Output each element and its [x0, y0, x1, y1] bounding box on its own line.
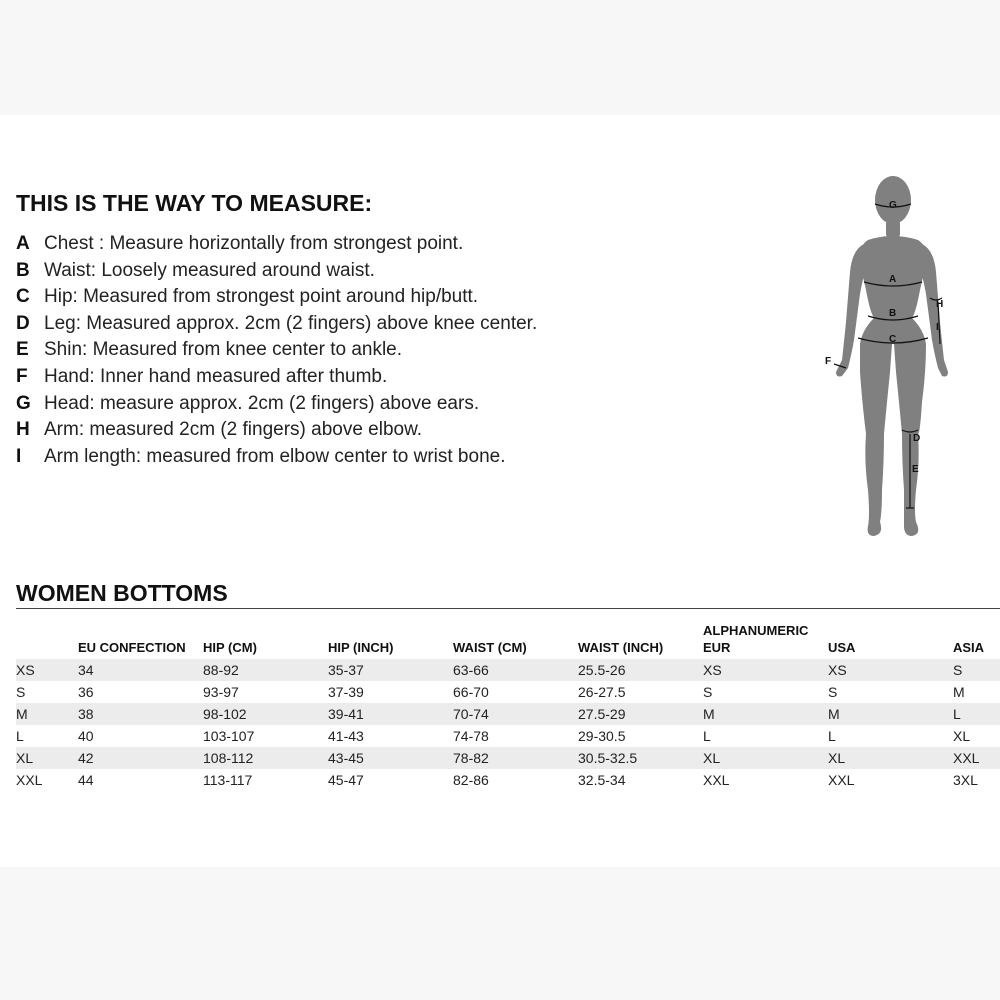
- size-table: [16, 618, 1000, 791]
- measure-text: Chest : Measure horizontally from strongest point.: [44, 233, 464, 254]
- table-cell: 82-86: [453, 769, 578, 791]
- table-cell: 98-102: [203, 703, 328, 725]
- measure-text: Leg: Measured approx. 2cm (2 fingers) above knee center.: [44, 312, 538, 334]
- table-cell: 26-27.5: [578, 681, 703, 703]
- table-cell: 29-30.5: [578, 725, 703, 747]
- table-cell: L: [703, 725, 828, 747]
- table-cell: S: [953, 659, 1000, 681]
- measure-text: Hand: Inner hand measured after thumb.: [44, 365, 388, 387]
- table-cell: 78-82: [453, 747, 578, 769]
- table-header-row: [16, 618, 1000, 659]
- table-cell: 70-74: [453, 703, 578, 725]
- column-header: HIP (CM): [203, 640, 257, 655]
- measure-letter: I: [16, 445, 22, 467]
- figure-label-b: B: [889, 308, 897, 319]
- table-cell: XL: [953, 725, 1000, 747]
- body-figure-illustration: [812, 172, 962, 542]
- table-cell: 37-39: [328, 681, 453, 703]
- table-cell: 42: [78, 747, 203, 769]
- measure-item: [16, 365, 537, 392]
- table-cell: 30.5-32.5: [578, 747, 703, 769]
- table-cell: XS: [703, 659, 828, 681]
- column-header: EU CONFECTION: [78, 640, 186, 655]
- table-cell: XS: [828, 659, 953, 681]
- table-cell: XXL: [16, 769, 78, 791]
- table-cell: 88-92: [203, 659, 328, 681]
- table-cell: XXL: [703, 769, 828, 791]
- table-cell: 38: [78, 703, 203, 725]
- table-row: [16, 681, 1000, 703]
- table-cell: 36: [78, 681, 203, 703]
- measure-text: Arm: measured 2cm (2 fingers) above elbow.: [44, 419, 423, 441]
- table-row: [16, 703, 1000, 725]
- table-cell: 44: [78, 769, 203, 791]
- table-cell: L: [828, 725, 953, 747]
- measure-heading: THIS IS THE WAY TO MEASURE:: [16, 190, 373, 216]
- measure-letter: C: [16, 286, 30, 308]
- table-cell: 93-97: [203, 681, 328, 703]
- measure-text: Shin: Measured from knee center to ankle.: [44, 339, 403, 361]
- measure-text: Head: measure approx. 2cm (2 fingers) above ears.: [44, 392, 480, 414]
- figure-label-d: D: [913, 433, 921, 444]
- column-header: WAIST (CM): [453, 640, 527, 655]
- table-title: WOMEN BOTTOMS: [16, 580, 228, 606]
- table-cell: XL: [16, 747, 78, 769]
- measure-letter: E: [16, 339, 29, 361]
- table-cell: XXL: [953, 747, 1000, 769]
- table-cell: XL: [828, 747, 953, 769]
- measure-letter: G: [16, 392, 31, 414]
- figure-label-c: C: [889, 334, 897, 345]
- table-cell: 103-107: [203, 725, 328, 747]
- measure-letter: D: [16, 312, 30, 334]
- table-cell: 32.5-34: [578, 769, 703, 791]
- measure-text: Waist: Loosely measured around waist.: [44, 259, 375, 281]
- measure-letter: B: [16, 259, 30, 281]
- measure-item: [16, 232, 537, 259]
- measure-list: [16, 232, 537, 471]
- table-cell: 27.5-29: [578, 703, 703, 725]
- body-silhouette: [836, 176, 948, 536]
- table-cell: S: [703, 681, 828, 703]
- table-cell: 74-78: [453, 725, 578, 747]
- column-header: ALPHANUMERIC EUR: [703, 623, 809, 655]
- measure-text: Hip: Measured from strongest point around hip/butt.: [44, 286, 479, 308]
- table-cell: 43-45: [328, 747, 453, 769]
- measure-text: Arm length: measured from elbow center to wrist bone.: [44, 445, 506, 467]
- table-cell: 113-117: [203, 769, 328, 791]
- table-cell: M: [953, 681, 1000, 703]
- measure-item: [16, 418, 537, 445]
- table-row: [16, 725, 1000, 747]
- column-header: [16, 618, 78, 659]
- table-cell: S: [828, 681, 953, 703]
- table-cell: 66-70: [453, 681, 578, 703]
- figure-label-i: I: [936, 322, 939, 333]
- column-header: WAIST (INCH): [578, 640, 664, 655]
- table-cell: 40: [78, 725, 203, 747]
- figure-label-h: H: [936, 299, 944, 310]
- table-cell: 34: [78, 659, 203, 681]
- table-cell: XL: [703, 747, 828, 769]
- table-cell: S: [16, 681, 78, 703]
- table-cell: 63-66: [453, 659, 578, 681]
- column-header: ASIA: [953, 640, 985, 655]
- figure-label-a: A: [889, 274, 897, 285]
- table-cell: 25.5-26: [578, 659, 703, 681]
- table-cell: 3XL: [953, 769, 1000, 791]
- measure-letter: F: [16, 365, 28, 387]
- table-cell: 45-47: [328, 769, 453, 791]
- figure-label-f: F: [825, 356, 832, 367]
- table-cell: M: [703, 703, 828, 725]
- table-cell: M: [16, 703, 78, 725]
- table-cell: M: [828, 703, 953, 725]
- table-cell: L: [16, 725, 78, 747]
- column-header: HIP (INCH): [328, 640, 394, 655]
- measure-item: [16, 392, 537, 419]
- figure-label-g: G: [889, 200, 897, 211]
- table-row: [16, 659, 1000, 681]
- table-cell: XS: [16, 659, 78, 681]
- measure-item: [16, 259, 537, 286]
- table-cell: 108-112: [203, 747, 328, 769]
- table-cell: 39-41: [328, 703, 453, 725]
- measure-letter: H: [16, 419, 30, 441]
- table-cell: L: [953, 703, 1000, 725]
- measure-item: [16, 312, 537, 339]
- table-row: [16, 747, 1000, 769]
- measure-item: [16, 285, 537, 312]
- figure-label-e: E: [912, 464, 919, 475]
- table-row: [16, 769, 1000, 791]
- measure-item: [16, 338, 537, 365]
- title-divider: [16, 608, 1000, 609]
- column-header: USA: [828, 640, 856, 655]
- table-cell: 41-43: [328, 725, 453, 747]
- measure-letter: A: [16, 233, 30, 254]
- table-cell: 35-37: [328, 659, 453, 681]
- table-cell: XXL: [828, 769, 953, 791]
- measure-item: [16, 445, 537, 472]
